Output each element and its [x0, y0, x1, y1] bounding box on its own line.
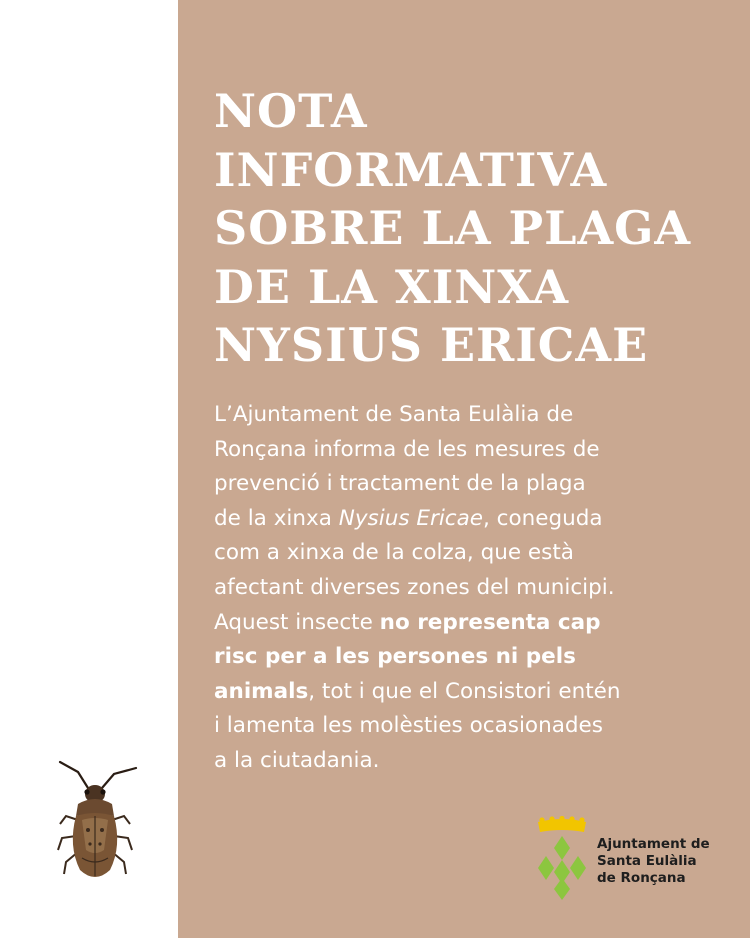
diamond-pattern-icon [538, 836, 586, 900]
body-line: Ronçana informa de les mesures de [214, 436, 600, 462]
title-line: SOBRE LA PLAGA [214, 201, 692, 255]
body-line [214, 675, 714, 710]
body-text-segment: de la xinxa [214, 505, 339, 531]
emphasis-text: risc per a les persones ni pels [214, 644, 576, 670]
ajuntament-logo [530, 816, 720, 900]
body-paragraph [214, 398, 714, 779]
emphasis-text: no representa cap [379, 609, 601, 635]
body-line: L’Ajuntament de Santa Eulàlia de [214, 402, 574, 427]
body-text-segment: , coneguda [483, 505, 603, 531]
logo-text-line: Santa Eulàlia [597, 853, 697, 869]
title-line: INFORMATIVA [214, 142, 608, 197]
species-name-italic: Nysius Ericae [338, 505, 484, 531]
crown-diamond-emblem-icon [530, 816, 594, 900]
logo-text-line: Ajuntament de [597, 836, 710, 852]
crown-icon [538, 816, 586, 832]
body-text-segment: Aquest insecte [214, 609, 380, 635]
body-line: afectant diverses zones del municipi. [214, 574, 615, 600]
title-line: NYSIUS ERICAE [214, 318, 649, 372]
body-text-segment: , tot i que el Consistori entén [308, 678, 621, 704]
logo-wordmark [597, 836, 710, 887]
title-line: NOTA [214, 84, 368, 138]
logo-text-line: de Ronçana [597, 870, 686, 886]
title-line: DE LA XINXA [214, 259, 570, 314]
body-line [214, 502, 714, 537]
body-line: prevenció i tractament de la plaga [214, 471, 586, 497]
body-line: a la ciutadania. [214, 747, 380, 773]
body-line [214, 640, 714, 675]
bug-illustration [52, 758, 140, 890]
body-line: i lamenta les molèsties ocasionades [214, 713, 603, 739]
body-line: com a xinxa de la colza, que està [214, 540, 574, 566]
page-title [214, 82, 734, 375]
body-line [214, 606, 714, 641]
emphasis-text: animals [214, 678, 309, 704]
